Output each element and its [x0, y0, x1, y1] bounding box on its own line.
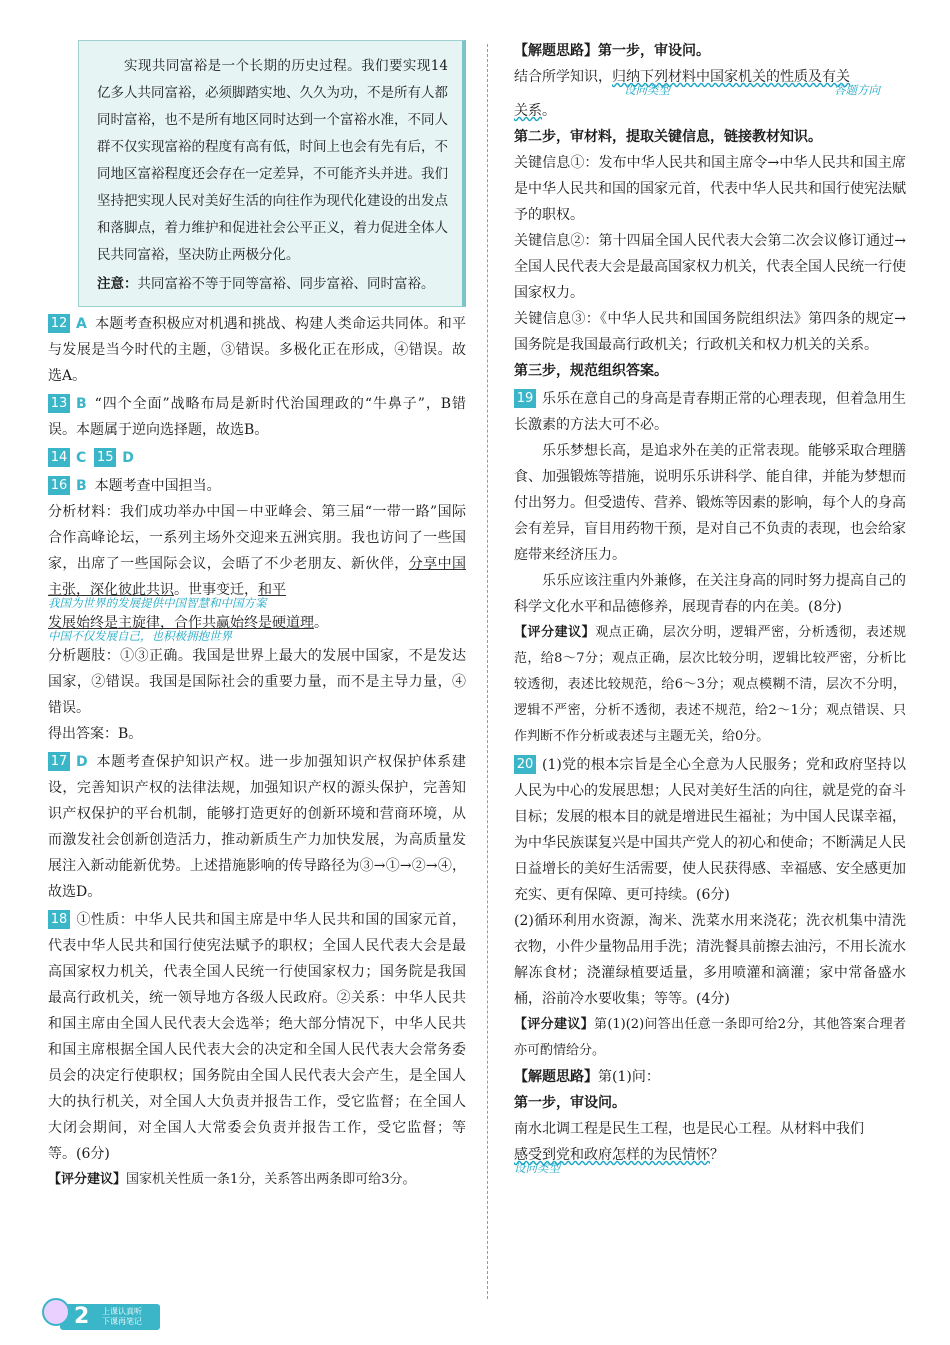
note-text: 共同富裕不等于同等富裕、同步富裕、同时富裕。 — [137, 276, 435, 292]
slogan — [102, 1307, 142, 1327]
wavy-text: 感受到党和政府怎样的为民情怀 — [514, 1147, 710, 1163]
question-number: 18 — [48, 910, 70, 929]
left-column — [48, 40, 466, 1193]
answer-letter: A — [76, 316, 87, 332]
answer-20 — [514, 752, 906, 1175]
tip-text: 观点正确，层次分明，逻辑严密，分析透彻，表述规范，给8～7分；观点正确，层次比较分明，逻辑比较严密，分析比较透彻，表述比较规范，给6～3分；观点模糊不清，层次不分明，逻辑不严密，分析不透彻，表述不规范，给2～1分；观点错误、只作判断不作分析或表述与主题无关，给0分。 — [514, 625, 906, 744]
answer-13 — [48, 391, 466, 443]
wavy-text: 关系 — [514, 103, 542, 119]
question-text: 结合所学知识， — [514, 69, 612, 85]
question-text: 南水北调工程是民生工程，也是民心工程。从材料中我们 — [514, 1121, 864, 1137]
step-title: 第三步，规范组织答案。 — [514, 363, 668, 379]
tip-label: 【评分建议】 — [514, 1017, 594, 1032]
answer-text: (2)循环利用水资源，淘米、洗菜水用来浇花；洗衣机集中清洗衣物，小件少量物品用手洗；清洗餐具前擦去油污，不用长流水解冻食材；浇灌绿植要适量，多用喷灌和滴灌；家中常备盛水桶，浴前冷水要收集；等等。(4分) — [514, 913, 906, 1007]
material-text: 。 — [314, 615, 328, 631]
answer-18 — [48, 907, 466, 1193]
think-text: 第(1)问： — [598, 1069, 660, 1085]
step-title: 第一步，审设问。 — [598, 43, 710, 59]
answer-letter: D — [76, 754, 88, 770]
question-number: 13 — [48, 394, 70, 413]
question-number: 17 — [48, 752, 70, 771]
option-analysis: 分析题肢：①③正确。我国是世界上最大的发展中国家，不是发达国家，②错误。我国是国际社会的重要力量，而不是主导力量，④错误。 — [48, 648, 466, 716]
tip-label: 【评分建议】 — [514, 625, 596, 640]
note-line — [97, 271, 448, 298]
think-label: 【解题思路】 — [514, 1069, 598, 1085]
handwritten-annotation: 我国为世界的发展提供中国智慧和中国方案 — [48, 596, 267, 610]
step-title: 第二步，审材料，提取关键信息，链接教材知识。 — [514, 129, 822, 145]
answer-17 — [48, 749, 466, 905]
wavy-text: 归纳下列材料中国家机关的 — [612, 69, 780, 85]
note-label: 注意： — [97, 276, 138, 292]
key-info-3: 关键信息③：《中华人民共和国国务院组织法》第四条的规定→国务院是我国最高行政机关；行政机关和权力机关的关系。 — [514, 311, 906, 353]
key-info-2: 关键信息②：第十四届全国人民代表大会第二次会议修订通过→全国人民代表大会是最高国家权力机关，代表全国人民统一行使国家权力。 — [514, 233, 906, 301]
page-footer — [40, 1298, 180, 1334]
material-text: 分析材料：我们成功举办中国－中亚峰会、第三届“一带一路”国际合作高峰论坛，一系列主场外交迎来五洲宾朋。我也访问了一些国家，出席了一些国际会议，会晤了不少老朋友、新伙伴， — [48, 504, 466, 572]
underlined-text: 发展始终是主旋律，合作共赢始终是硬道理 — [48, 615, 314, 631]
answer-14-15 — [48, 445, 466, 471]
answer-text: 乐乐梦想长高，是追求外在美的正常表现。能够采取合理膳食、加强锻炼等措施，说明乐乐讲科学、能自律，并能为梦想而付出努力。但受遗传、营养、锻炼等因素的影响，每个人的身高会有差异，盲目用药物干预，是对自己不负责的表现，也会给家庭带来经济压力。 — [514, 443, 906, 563]
answer-letter: D — [122, 450, 134, 466]
think-label: 【解题思路】 — [514, 43, 598, 59]
answer-text: 乐乐在意自己的身高是青春期正常的心理表现，但着急用生长激素的方法大可不必。 — [514, 391, 906, 433]
answer-intro: 本题考查中国担当。 — [94, 478, 221, 494]
answer-letter: B — [76, 396, 87, 412]
step-title: 第一步，审设问。 — [514, 1095, 626, 1111]
question-number: 20 — [514, 755, 536, 774]
page-number: 2 — [74, 1304, 90, 1329]
question-number: 14 — [48, 448, 70, 467]
key-info-1: 关键信息①：发布中华人民共和国主席令→中华人民共和国主席是中华人民共和国的国家元首，代表中华人民共和国行使宪法赋予的职权。 — [514, 155, 906, 223]
answer-text: “四个全面”战略布局是新时代治国理政的“牛鼻子”，B错误。本题属于逆向选择题，故选B。 — [48, 396, 466, 438]
answer-text: 本题考查积极应对机遇和挑战、构建人类命运共同体。和平与发展是当今时代的主题，③错误。多极化正在形成，④错误。故选A。 — [48, 316, 466, 384]
slogan-line: 下课再笔记 — [102, 1317, 142, 1326]
handwritten-annotation: 答题方向 — [834, 83, 880, 97]
tip-text: 国家机关性质一条1分，关系答出两条即可给3分。 — [126, 1172, 416, 1187]
handwritten-annotation: 设问类型 — [514, 1161, 560, 1175]
answer-text: 乐乐应该注重内外兼修，在关注身高的同时努力提高自己的科学文化水平和品德修养，展现青春的内在美。(8分) — [514, 573, 906, 615]
handwritten-annotation: 中国不仅发展自己，也积极拥抱世界 — [48, 629, 232, 643]
answer-text: 本题考查保护知识产权。进一步加强知识产权保护体系建设，完善知识产权的法律法规，加强知识产权的源头保护，完善知识产权保护的平台机制，能够打造更好的创新环境和营商环境，从而激发社会创新创造活力，推动新质生产力加快发展，为高质量发展注入新动能新优势。上述措施影响的传导路径为③→①→②→④，故选D。 — [48, 754, 466, 900]
material-analysis — [48, 499, 466, 603]
note-paragraph: 实现共同富裕是一个长期的历史过程。我们要实现14亿多人共同富裕，必须脚踏实地、久久为功，不是所有人都同时富裕，也不是所有地区同时达到一个富裕水准，不同人群不仅实现富裕的程度有高有低，时间上也会有先有后，不同地区富裕程度还会存在一定差异，不可能齐头并进。我们坚持把实现人民对美好生活的向往作为现代化建设的出发点和落脚点，着力维护和促进社会公平正义，着力促进全体人民共同富裕，坚决防止两极分化。 — [97, 58, 448, 263]
question-number: 19 — [514, 389, 536, 408]
result-text: 得出答案：B。 — [48, 726, 143, 742]
question-text: 。 — [542, 103, 556, 119]
question-number: 12 — [48, 314, 70, 333]
answer-19 — [514, 386, 906, 750]
answer-text: ①性质：中华人民共和国主席是中华人民共和国的国家元首，代表中华人民共和国行使宪法赋予的职权；全国人民代表大会是最高国家权力机关，代表全国人民统一行使国家权力；国务院是我国最高行政机关，统一领导地方各级人民政府。②关系：中华人民共和国主席由全国人民代表大会选举；绝大部分情况下，中华人民共和国主席根据全国人民代表大会的决定和全国人民代表大会常务委员会的决定行使职权；国务院由全国人民代表大会产生，是全国人大的执行机关，对全国人大负责并报告工作，受它监督；在全国人大闭会期间，对全国人大常委会负责并报告工作，受它监督；等等。(6分) — [48, 912, 466, 1162]
column-divider — [487, 44, 488, 1299]
answer-text: (1)党的根本宗旨是全心全意为人民服务；党和政府坚持以人民为中心的发展思想；人民对美好生活的向往，就是党的奋斗目标；发展的根本目的就是增进民生福祉；为中国人民谋幸福，为中华民族谋复兴是中国共产党人的初心和使命；不断满足人民日益增长的美好生活需要，使人民获得感、幸福感、安全感更加充实、更有保障、更可持续。(6分) — [514, 757, 906, 903]
handwritten-annotations — [514, 84, 906, 98]
right-column — [514, 38, 906, 1175]
answer-12 — [48, 311, 466, 389]
question-number: 15 — [94, 448, 116, 467]
underlined-text: 和平 — [258, 582, 286, 598]
question-number: 16 — [48, 476, 70, 495]
answer-letter: B — [76, 478, 87, 494]
handwritten-annotation: 设问类型 — [624, 83, 670, 97]
tip-text: 第(1)(2)问答出任意一条即可给2分，其他答案合理者亦可酌情给分。 — [514, 1017, 906, 1058]
note-box — [78, 40, 466, 307]
tip-label: 【评分建议】 — [48, 1172, 127, 1187]
answer-16 — [48, 473, 466, 747]
wavy-text: 性质及有关 — [780, 69, 850, 85]
answer-letter: C — [76, 450, 87, 466]
slogan-line: 上课认真听 — [102, 1307, 142, 1316]
material-text: 。世事变迁， — [174, 582, 258, 598]
mascot-icon — [42, 1298, 70, 1326]
question-text: ？ — [710, 1147, 724, 1163]
underlined-text: 分享中国主张，深化彼此共识 — [48, 556, 467, 598]
